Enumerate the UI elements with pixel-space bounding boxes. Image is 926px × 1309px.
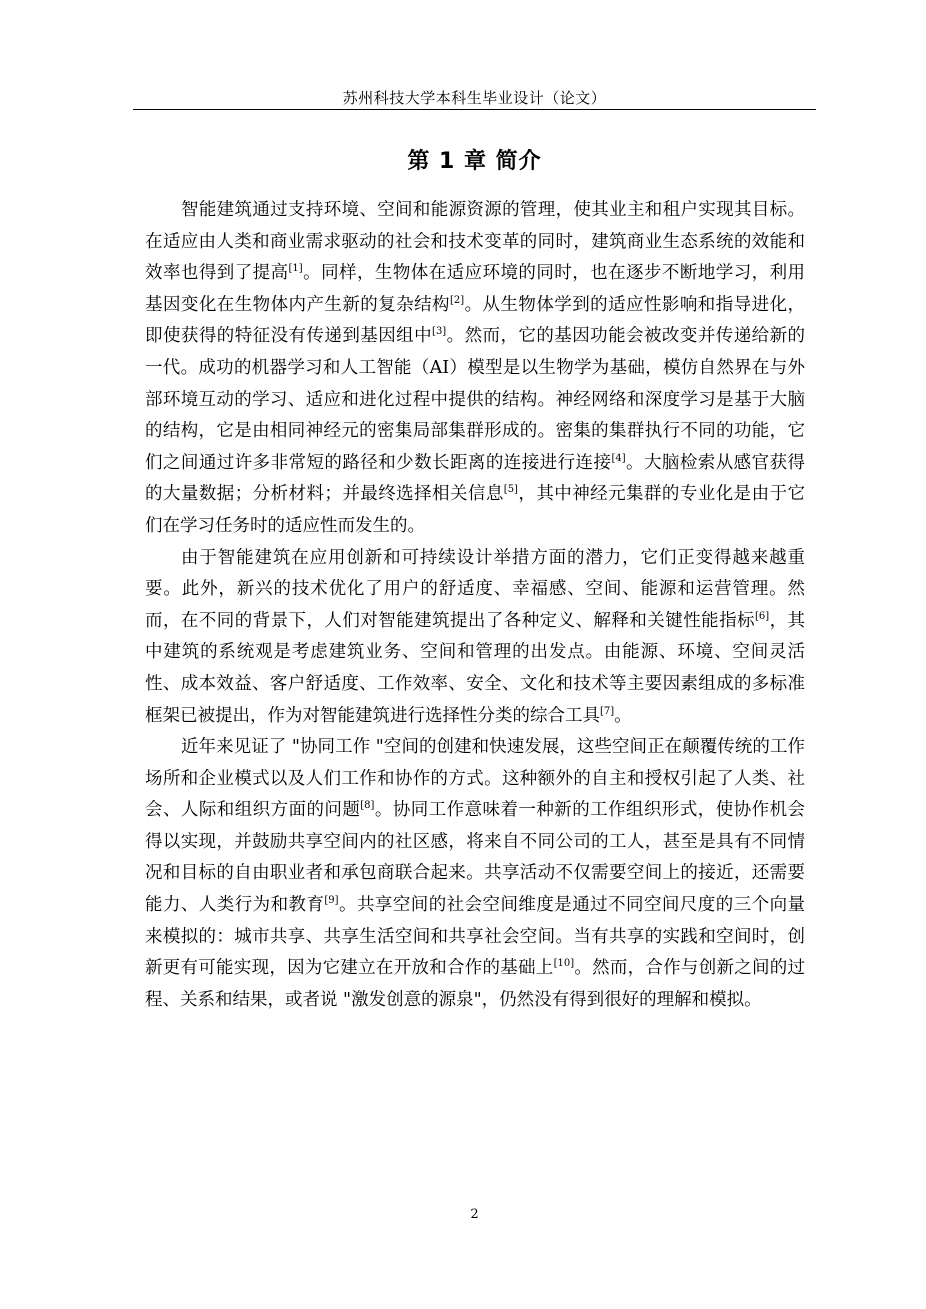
citation-marker: [1] bbox=[288, 263, 303, 275]
citation-marker: [5] bbox=[503, 484, 518, 496]
text-run: 由于智能建筑在应用创新和可持续设计举措方面的潜力，它们正变得越来越重要。此外，新兴的技术优化了用户的舒适度、幸福感、空间、能源和运营管理。然而，在不同的背景下，人们对智能建筑提出了各种定义、解释和关键性能指标 bbox=[145, 547, 805, 631]
paragraph bbox=[145, 543, 805, 733]
citation-marker: [10] bbox=[553, 958, 575, 970]
text-run: ，其中建筑的系统观是考虑建筑业务、空间和管理的出发点。由能源、环境、空间灵活性、成本效益、客户舒适度、工作效率、安全、文化和技术等主要因素组成的多标准框架已被提出，作为对智能建筑进行选择性分类的综合工具 bbox=[145, 610, 806, 726]
citation-marker: [7] bbox=[600, 705, 615, 717]
paragraph bbox=[145, 195, 805, 543]
text-run: 。然而，它的基因功能会被改变并传递给新的一代。成功的机器学习和人工智能（AI）模型是以生物学为基础，模仿自然界在与外部环境互动的学习、适应和进化过程中提供的结构。神经网络和深度学习是基于大脑的结构，它是由相同神经元的密集局部集群形成的。密集的集群执行不同的功能，它们之间通过许多非常短的路径和少数长距离的连接进行连接 bbox=[145, 326, 806, 473]
text-run: 。协同工作意味着一种新的工作组织形式，使协作机会得以实现，并鼓励共享空间内的社区感，将来自不同公司的工人，甚至是具有不同情况和目标的自由职业者和承包商联合起来。共享活动不仅需要空间上的接近，还需要能力、人类行为和教育 bbox=[145, 800, 806, 916]
text-run: 近年来见证了 "协同工作 "空间的创建和快速发展，这些空间正在颠覆传统的工作场所和企业模式以及人们工作和协作的方式。这种额外的自主和授权引起了人类、社会、人际和组织方面的问题 bbox=[145, 737, 805, 821]
citation-marker: [3] bbox=[432, 326, 447, 338]
chapter-title: 第 1 章 简介 bbox=[407, 149, 542, 174]
text-run: 。同样，生物体在适应环境的同时，也在逐步不断地学习，利用基因变化在生物体内产生新的复杂结构 bbox=[145, 263, 806, 315]
text-run: 智能建筑通过支持环境、空间和能源资源的管理，使其业主和租户实现其目标。在适应由人类和商业需求驱动的社会和技术变革的同时，建筑商业生态系统的效能和效率也得到了提高 bbox=[145, 200, 805, 284]
paragraph bbox=[145, 732, 805, 1016]
page-number: 2 bbox=[470, 1207, 479, 1222]
text-run: 。然而，合作与创新之间的过程、关系和结果，或者说 "激发创意的源泉"，仍然没有得到很好的理解和模拟。 bbox=[145, 958, 806, 1010]
text-run: 。共享空间的社会空间维度是通过不同空间尺度的三个向量来模拟的：城市共享、共享生活空间和共享社会空间。当有共享的实践和空间时，创新更有可能实现，因为它建立在开放和合作的基础上 bbox=[145, 895, 806, 979]
citation-marker: [8] bbox=[360, 800, 375, 812]
citation-marker: [9] bbox=[324, 895, 339, 907]
citation-marker: [6] bbox=[754, 610, 770, 622]
page-header: 苏州科技大学本科生毕业设计（论文） bbox=[342, 89, 607, 107]
header-rule bbox=[133, 109, 816, 110]
citation-marker: [2] bbox=[449, 294, 465, 306]
citation-marker: [4] bbox=[611, 452, 626, 464]
body-text bbox=[145, 195, 805, 1016]
text-run: 。 bbox=[614, 705, 632, 726]
text-run: 。从生物体学到的适应性影响和指导进化，即使获得的特征没有传递到基因组中 bbox=[145, 294, 806, 347]
text-run: ，其中神经元集群的专业化是由于它们在学习任务时的适应性而发生的。 bbox=[145, 484, 806, 536]
text-run: 。大脑检索从感官获得的大量数据；分析材料；并最终选择相关信息 bbox=[145, 452, 806, 505]
